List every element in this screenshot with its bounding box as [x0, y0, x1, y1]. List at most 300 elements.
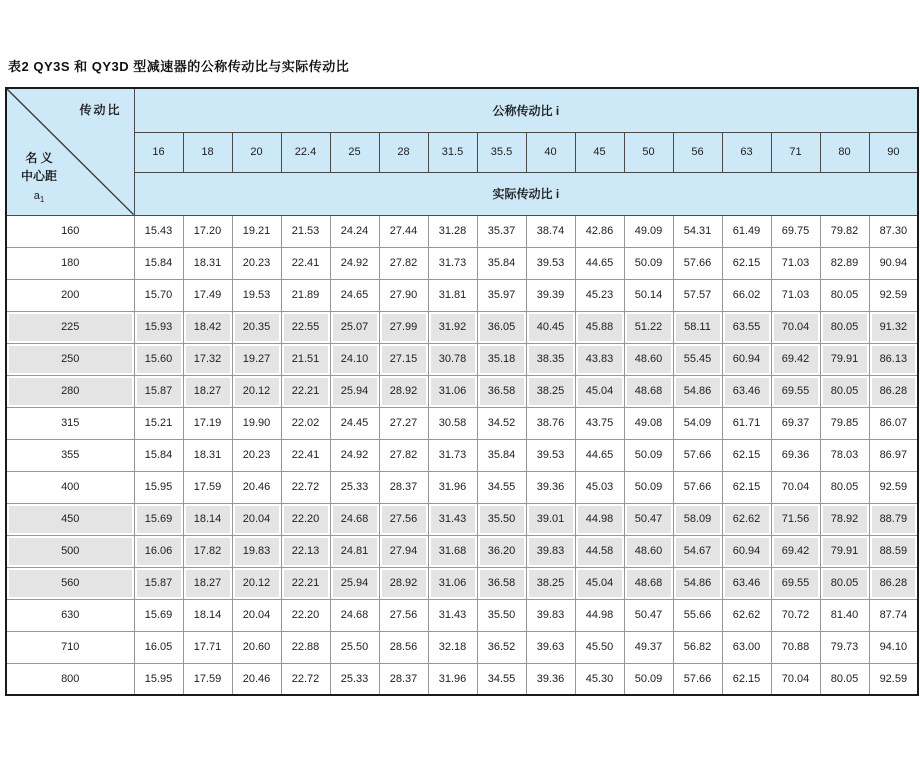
ratio-value-cell: 86.13: [869, 343, 918, 375]
ratio-value-cell: 80.05: [820, 471, 869, 503]
ratio-value-cell: 17.20: [183, 215, 232, 247]
ratio-value-cell: 20.23: [232, 247, 281, 279]
header-row-actual: [6, 172, 918, 215]
ratio-value-cell: 86.97: [869, 439, 918, 471]
ratio-value-cell: 39.53: [526, 247, 575, 279]
ratio-value-cell: 15.84: [134, 439, 183, 471]
ratio-value-cell: 61.71: [722, 407, 771, 439]
ratio-value-cell: 62.15: [722, 471, 771, 503]
ratio-value-cell: 22.20: [281, 503, 330, 535]
ratio-value-cell: 66.02: [722, 279, 771, 311]
ratio-value-cell: 19.21: [232, 215, 281, 247]
table-body: [6, 215, 918, 695]
ratio-value-cell: 22.21: [281, 567, 330, 599]
ratio-value-cell: 45.88: [575, 311, 624, 343]
ratio-column-header: 22.4: [281, 132, 330, 172]
ratio-value-cell: 24.92: [330, 439, 379, 471]
table-row: [6, 311, 918, 343]
ratio-value-cell: 20.04: [232, 503, 281, 535]
ratio-value-cell: 32.18: [428, 631, 477, 663]
ratio-value-cell: 27.82: [379, 439, 428, 471]
ratio-value-cell: 44.98: [575, 503, 624, 535]
center-distance-cell: 160: [6, 215, 134, 247]
ratio-value-cell: 38.25: [526, 375, 575, 407]
ratio-value-cell: 70.04: [771, 663, 820, 695]
ratio-value-cell: 28.92: [379, 375, 428, 407]
ratio-value-cell: 36.20: [477, 535, 526, 567]
ratio-value-cell: 79.91: [820, 535, 869, 567]
ratio-value-cell: 79.82: [820, 215, 869, 247]
ratio-value-cell: 39.39: [526, 279, 575, 311]
ratio-value-cell: 15.95: [134, 663, 183, 695]
ratio-value-cell: 92.59: [869, 279, 918, 311]
ratio-value-cell: 34.55: [477, 663, 526, 695]
ratio-value-cell: 31.06: [428, 567, 477, 599]
center-distance-cell: 200: [6, 279, 134, 311]
ratio-value-cell: 24.68: [330, 599, 379, 631]
ratio-value-cell: 35.50: [477, 503, 526, 535]
ratio-value-cell: 15.21: [134, 407, 183, 439]
ratio-value-cell: 69.75: [771, 215, 820, 247]
ratio-value-cell: 70.72: [771, 599, 820, 631]
ratio-value-cell: 92.59: [869, 663, 918, 695]
ratio-value-cell: 54.86: [673, 567, 722, 599]
ratio-value-cell: 34.52: [477, 407, 526, 439]
ratio-value-cell: 80.05: [820, 567, 869, 599]
ratio-value-cell: 92.59: [869, 471, 918, 503]
ratio-value-cell: 30.58: [428, 407, 477, 439]
ratio-value-cell: 62.62: [722, 503, 771, 535]
ratio-value-cell: 36.58: [477, 567, 526, 599]
corner-label-ratio: 传动比: [79, 103, 122, 117]
ratio-value-cell: 27.15: [379, 343, 428, 375]
ratio-value-cell: 17.49: [183, 279, 232, 311]
ratio-value-cell: 50.09: [624, 663, 673, 695]
header-row-ratio-values: [6, 132, 918, 172]
ratio-value-cell: 17.71: [183, 631, 232, 663]
ratio-value-cell: 27.56: [379, 599, 428, 631]
ratio-value-cell: 31.96: [428, 663, 477, 695]
ratio-value-cell: 17.82: [183, 535, 232, 567]
ratio-value-cell: 71.56: [771, 503, 820, 535]
table-row: [6, 407, 918, 439]
ratio-value-cell: 91.32: [869, 311, 918, 343]
ratio-value-cell: 22.20: [281, 599, 330, 631]
ratio-value-cell: 70.88: [771, 631, 820, 663]
table-row: [6, 599, 918, 631]
ratio-value-cell: 94.10: [869, 631, 918, 663]
table-row: [6, 215, 918, 247]
ratio-value-cell: 24.81: [330, 535, 379, 567]
center-distance-cell: 225: [6, 311, 134, 343]
ratio-value-cell: 38.25: [526, 567, 575, 599]
ratio-value-cell: 50.47: [624, 503, 673, 535]
ratio-column-header: 40: [526, 132, 575, 172]
ratio-value-cell: 24.68: [330, 503, 379, 535]
ratio-value-cell: 17.19: [183, 407, 232, 439]
ratio-value-cell: 20.12: [232, 567, 281, 599]
table-row: [6, 631, 918, 663]
ratio-value-cell: 62.15: [722, 247, 771, 279]
ratio-value-cell: 45.03: [575, 471, 624, 503]
ratio-value-cell: 25.33: [330, 471, 379, 503]
ratio-value-cell: 63.46: [722, 375, 771, 407]
center-distance-cell: 355: [6, 439, 134, 471]
ratio-value-cell: 25.33: [330, 663, 379, 695]
ratio-value-cell: 63.55: [722, 311, 771, 343]
ratio-value-cell: 45.04: [575, 567, 624, 599]
ratio-value-cell: 79.85: [820, 407, 869, 439]
ratio-column-header: 35.5: [477, 132, 526, 172]
ratio-value-cell: 49.09: [624, 215, 673, 247]
ratio-value-cell: 27.82: [379, 247, 428, 279]
ratio-value-cell: 22.72: [281, 471, 330, 503]
ratio-value-cell: 48.60: [624, 535, 673, 567]
ratio-value-cell: 16.05: [134, 631, 183, 663]
table-row: [6, 471, 918, 503]
ratio-value-cell: 38.76: [526, 407, 575, 439]
ratio-value-cell: 35.84: [477, 247, 526, 279]
ratio-column-header: 50: [624, 132, 673, 172]
ratio-value-cell: 69.36: [771, 439, 820, 471]
ratio-value-cell: 60.94: [722, 343, 771, 375]
ratio-value-cell: 35.37: [477, 215, 526, 247]
actual-ratio-header: 实际传动比 i: [134, 172, 918, 215]
ratio-value-cell: 55.45: [673, 343, 722, 375]
center-distance-cell: 180: [6, 247, 134, 279]
ratio-value-cell: 18.42: [183, 311, 232, 343]
ratio-column-header: 45: [575, 132, 624, 172]
ratio-value-cell: 20.60: [232, 631, 281, 663]
ratio-value-cell: 49.08: [624, 407, 673, 439]
ratio-value-cell: 25.94: [330, 375, 379, 407]
ratio-value-cell: 58.11: [673, 311, 722, 343]
nominal-ratio-header: 公称传动比 i: [134, 88, 918, 132]
ratio-value-cell: 45.23: [575, 279, 624, 311]
ratio-value-cell: 48.68: [624, 375, 673, 407]
ratio-column-header: 56: [673, 132, 722, 172]
ratio-value-cell: 71.03: [771, 279, 820, 311]
ratio-value-cell: 15.95: [134, 471, 183, 503]
ratio-value-cell: 81.40: [820, 599, 869, 631]
center-distance-cell: 800: [6, 663, 134, 695]
ratio-value-cell: 18.14: [183, 599, 232, 631]
ratio-column-header: 80: [820, 132, 869, 172]
ratio-value-cell: 55.66: [673, 599, 722, 631]
ratio-value-cell: 24.65: [330, 279, 379, 311]
ratio-value-cell: 27.56: [379, 503, 428, 535]
ratio-value-cell: 45.04: [575, 375, 624, 407]
ratio-value-cell: 60.94: [722, 535, 771, 567]
ratio-value-cell: 86.28: [869, 375, 918, 407]
ratio-value-cell: 87.74: [869, 599, 918, 631]
ratio-value-cell: 31.73: [428, 247, 477, 279]
ratio-value-cell: 18.31: [183, 247, 232, 279]
ratio-value-cell: 87.30: [869, 215, 918, 247]
ratio-value-cell: 28.56: [379, 631, 428, 663]
ratio-value-cell: 27.44: [379, 215, 428, 247]
center-distance-cell: 250: [6, 343, 134, 375]
ratio-value-cell: 19.53: [232, 279, 281, 311]
ratio-value-cell: 22.13: [281, 535, 330, 567]
ratio-value-cell: 22.41: [281, 247, 330, 279]
ratio-value-cell: 39.01: [526, 503, 575, 535]
ratio-value-cell: 62.62: [722, 599, 771, 631]
ratio-value-cell: 27.27: [379, 407, 428, 439]
center-distance-cell: 560: [6, 567, 134, 599]
ratio-value-cell: 28.37: [379, 471, 428, 503]
ratio-value-cell: 63.46: [722, 567, 771, 599]
ratio-value-cell: 31.68: [428, 535, 477, 567]
ratio-value-cell: 69.37: [771, 407, 820, 439]
ratio-value-cell: 90.94: [869, 247, 918, 279]
ratio-value-cell: 18.14: [183, 503, 232, 535]
header-row-nominal: [6, 88, 918, 132]
ratio-value-cell: 70.04: [771, 311, 820, 343]
ratio-value-cell: 27.90: [379, 279, 428, 311]
ratio-value-cell: 35.18: [477, 343, 526, 375]
ratio-value-cell: 18.27: [183, 375, 232, 407]
ratio-value-cell: 48.60: [624, 343, 673, 375]
ratio-value-cell: 15.70: [134, 279, 183, 311]
ratio-value-cell: 57.66: [673, 247, 722, 279]
ratio-value-cell: 22.02: [281, 407, 330, 439]
ratio-value-cell: 43.83: [575, 343, 624, 375]
table-row: [6, 535, 918, 567]
ratio-value-cell: 44.98: [575, 599, 624, 631]
center-distance-cell: 630: [6, 599, 134, 631]
ratio-value-cell: 20.46: [232, 471, 281, 503]
ratio-value-cell: 25.94: [330, 567, 379, 599]
center-distance-cell: 315: [6, 407, 134, 439]
table-row: [6, 663, 918, 695]
ratio-value-cell: 56.82: [673, 631, 722, 663]
ratio-value-cell: 24.10: [330, 343, 379, 375]
ratio-value-cell: 69.55: [771, 375, 820, 407]
ratio-value-cell: 57.66: [673, 471, 722, 503]
ratio-column-header: 18: [183, 132, 232, 172]
ratio-value-cell: 17.59: [183, 471, 232, 503]
ratio-value-cell: 36.58: [477, 375, 526, 407]
ratio-value-cell: 80.05: [820, 279, 869, 311]
ratio-value-cell: 57.66: [673, 439, 722, 471]
ratio-value-cell: 38.74: [526, 215, 575, 247]
ratio-value-cell: 21.51: [281, 343, 330, 375]
ratio-value-cell: 57.57: [673, 279, 722, 311]
ratio-value-cell: 61.49: [722, 215, 771, 247]
ratio-value-cell: 15.43: [134, 215, 183, 247]
ratio-value-cell: 24.92: [330, 247, 379, 279]
table-row: [6, 567, 918, 599]
ratio-value-cell: 38.35: [526, 343, 575, 375]
ratio-value-cell: 19.83: [232, 535, 281, 567]
ratio-value-cell: 88.79: [869, 503, 918, 535]
ratio-value-cell: 31.43: [428, 503, 477, 535]
ratio-column-header: 71: [771, 132, 820, 172]
ratio-value-cell: 18.27: [183, 567, 232, 599]
ratio-value-cell: 35.84: [477, 439, 526, 471]
ratio-value-cell: 50.47: [624, 599, 673, 631]
ratio-value-cell: 50.09: [624, 439, 673, 471]
ratio-value-cell: 25.07: [330, 311, 379, 343]
corner-cell: [6, 88, 134, 215]
ratio-value-cell: 34.55: [477, 471, 526, 503]
ratio-value-cell: 71.03: [771, 247, 820, 279]
ratio-value-cell: 48.68: [624, 567, 673, 599]
ratio-value-cell: 20.23: [232, 439, 281, 471]
ratio-value-cell: 22.55: [281, 311, 330, 343]
ratio-value-cell: 40.45: [526, 311, 575, 343]
center-distance-cell: 450: [6, 503, 134, 535]
table-row: [6, 439, 918, 471]
ratio-value-cell: 79.91: [820, 343, 869, 375]
ratio-value-cell: 15.69: [134, 503, 183, 535]
ratio-value-cell: 15.87: [134, 375, 183, 407]
ratio-value-cell: 20.12: [232, 375, 281, 407]
ratio-column-header: 16: [134, 132, 183, 172]
ratio-value-cell: 39.83: [526, 599, 575, 631]
ratio-value-cell: 28.92: [379, 567, 428, 599]
ratio-value-cell: 15.60: [134, 343, 183, 375]
ratio-value-cell: 39.63: [526, 631, 575, 663]
ratio-value-cell: 80.05: [820, 311, 869, 343]
ratio-value-cell: 63.00: [722, 631, 771, 663]
ratio-value-cell: 31.43: [428, 599, 477, 631]
ratio-value-cell: 15.69: [134, 599, 183, 631]
ratio-value-cell: 17.59: [183, 663, 232, 695]
ratio-value-cell: 82.89: [820, 247, 869, 279]
ratio-value-cell: 31.28: [428, 215, 477, 247]
ratio-value-cell: 42.86: [575, 215, 624, 247]
ratio-value-cell: 78.92: [820, 503, 869, 535]
table-row: [6, 343, 918, 375]
ratio-value-cell: 31.73: [428, 439, 477, 471]
ratio-value-cell: 69.42: [771, 535, 820, 567]
ratio-value-cell: 22.21: [281, 375, 330, 407]
ratio-value-cell: 44.65: [575, 439, 624, 471]
ratio-value-cell: 88.59: [869, 535, 918, 567]
ratio-value-cell: 50.14: [624, 279, 673, 311]
ratio-value-cell: 17.32: [183, 343, 232, 375]
ratio-column-header: 20: [232, 132, 281, 172]
ratio-table: [5, 87, 919, 696]
ratio-value-cell: 22.88: [281, 631, 330, 663]
ratio-value-cell: 24.24: [330, 215, 379, 247]
ratio-value-cell: 19.27: [232, 343, 281, 375]
ratio-value-cell: 54.31: [673, 215, 722, 247]
ratio-value-cell: 80.05: [820, 663, 869, 695]
ratio-value-cell: 70.04: [771, 471, 820, 503]
ratio-value-cell: 45.30: [575, 663, 624, 695]
ratio-value-cell: 27.94: [379, 535, 428, 567]
ratio-value-cell: 18.31: [183, 439, 232, 471]
ratio-value-cell: 22.72: [281, 663, 330, 695]
ratio-value-cell: 62.15: [722, 439, 771, 471]
ratio-value-cell: 21.89: [281, 279, 330, 311]
corner-label-center-distance: [21, 149, 57, 207]
ratio-value-cell: 15.84: [134, 247, 183, 279]
ratio-value-cell: 69.42: [771, 343, 820, 375]
ratio-value-cell: 86.28: [869, 567, 918, 599]
ratio-column-header: 63: [722, 132, 771, 172]
ratio-column-header: 90: [869, 132, 918, 172]
ratio-value-cell: 69.55: [771, 567, 820, 599]
ratio-column-header: 28: [379, 132, 428, 172]
ratio-value-cell: 22.41: [281, 439, 330, 471]
ratio-value-cell: 79.73: [820, 631, 869, 663]
ratio-value-cell: 39.83: [526, 535, 575, 567]
ratio-value-cell: 43.75: [575, 407, 624, 439]
ratio-value-cell: 39.36: [526, 663, 575, 695]
ratio-value-cell: 57.66: [673, 663, 722, 695]
ratio-value-cell: 86.07: [869, 407, 918, 439]
ratio-value-cell: 21.53: [281, 215, 330, 247]
ratio-value-cell: 27.99: [379, 311, 428, 343]
corner-label-line1: 名 义: [25, 150, 53, 165]
corner-label-line2: 中心距: [21, 169, 58, 184]
ratio-value-cell: 44.65: [575, 247, 624, 279]
ratio-value-cell: 19.90: [232, 407, 281, 439]
ratio-value-cell: 45.50: [575, 631, 624, 663]
ratio-value-cell: 39.36: [526, 471, 575, 503]
ratio-value-cell: 62.15: [722, 663, 771, 695]
ratio-value-cell: 31.92: [428, 311, 477, 343]
ratio-value-cell: 54.67: [673, 535, 722, 567]
center-distance-cell: 710: [6, 631, 134, 663]
ratio-value-cell: 58.09: [673, 503, 722, 535]
ratio-value-cell: 39.53: [526, 439, 575, 471]
table-row: [6, 503, 918, 535]
table-title: 表2 QY3S 和 QY3D 型减速器的公称传动比与实际传动比: [8, 59, 350, 74]
ratio-value-cell: 50.09: [624, 247, 673, 279]
center-distance-cell: 500: [6, 535, 134, 567]
ratio-value-cell: 35.97: [477, 279, 526, 311]
table-row: [6, 375, 918, 407]
ratio-value-cell: 49.37: [624, 631, 673, 663]
ratio-value-cell: 54.09: [673, 407, 722, 439]
ratio-value-cell: 80.05: [820, 375, 869, 407]
ratio-value-cell: 20.04: [232, 599, 281, 631]
center-distance-cell: 280: [6, 375, 134, 407]
table-row: [6, 279, 918, 311]
ratio-value-cell: 36.05: [477, 311, 526, 343]
ratio-value-cell: 20.35: [232, 311, 281, 343]
ratio-column-header: 31.5: [428, 132, 477, 172]
table-row: [6, 247, 918, 279]
ratio-value-cell: 30.78: [428, 343, 477, 375]
ratio-value-cell: 36.52: [477, 631, 526, 663]
ratio-value-cell: 20.46: [232, 663, 281, 695]
center-distance-cell: 400: [6, 471, 134, 503]
ratio-value-cell: 44.58: [575, 535, 624, 567]
ratio-value-cell: 25.50: [330, 631, 379, 663]
ratio-value-cell: 28.37: [379, 663, 428, 695]
ratio-value-cell: 15.93: [134, 311, 183, 343]
ratio-value-cell: 51.22: [624, 311, 673, 343]
ratio-column-header: 25: [330, 132, 379, 172]
ratio-value-cell: 35.50: [477, 599, 526, 631]
corner-label-symbol: $a_1$: [33, 189, 45, 205]
ratio-value-cell: 78.03: [820, 439, 869, 471]
ratio-value-cell: 31.06: [428, 375, 477, 407]
ratio-value-cell: 54.86: [673, 375, 722, 407]
ratio-value-cell: 15.87: [134, 567, 183, 599]
ratio-value-cell: 50.09: [624, 471, 673, 503]
ratio-value-cell: 31.96: [428, 471, 477, 503]
ratio-value-cell: 16.06: [134, 535, 183, 567]
ratio-value-cell: 31.81: [428, 279, 477, 311]
ratio-value-cell: 24.45: [330, 407, 379, 439]
